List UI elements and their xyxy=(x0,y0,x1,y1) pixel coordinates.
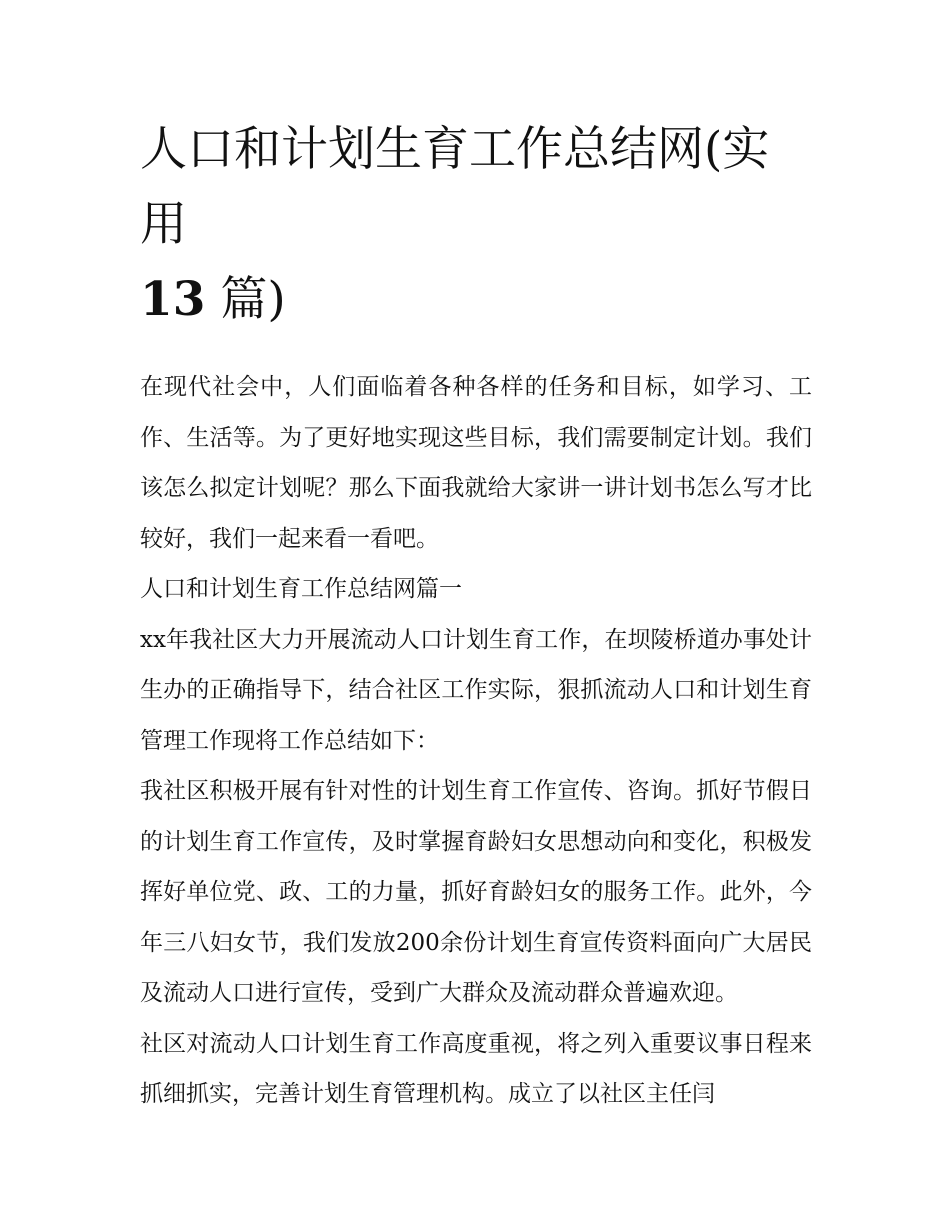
body-paragraph: 社区对流动人口计划生育工作高度重视，将之列入重要议事日程来抓细抓实，完善计划生育管理机构。成立了以社区主任闫 xyxy=(140,1030,812,1107)
document-page xyxy=(140,112,812,1120)
title-text: 人口和计划生育工作总结网(实用 xyxy=(140,122,770,252)
document-title xyxy=(140,112,812,337)
title-suffix: 篇) xyxy=(220,272,286,327)
title-number: 13 xyxy=(140,272,206,327)
intro-paragraph: 在现代社会中，人们面临着各种各样的任务和目标，如学习、工作、生活等。为了更好地实现这些目标，我们需要制定计划。我们该怎么拟定计划呢？那么下面我就给大家讲一讲计划书怎么写才比较好，我们一起来看一看吧。 xyxy=(140,374,812,552)
section-heading: 人口和计划生育工作总结网篇一 xyxy=(140,576,462,602)
body-paragraph: xx年我社区大力开展流动人口计划生育工作，在坝陵桥道办事处计生办的正确指导下，结合社区工作实际，狠抓流动人口和计划生育管理工作现将工作总结如下： xyxy=(140,626,812,754)
body-paragraph: 我社区积极开展有针对性的计划生育工作宣传、咨询。抓好节假日的计划生育工作宣传，及时掌握育龄妇女思想动向和变化，积极发挥好单位党、政、工的力量，抓好育龄妇女的服务工作。此外，今年三八妇女节，我们发放200余份计划生育宣传资料面向广大居民及流动人口进行宣传，受到广大群众及流动群众普遍欢迎。 xyxy=(140,778,812,1006)
